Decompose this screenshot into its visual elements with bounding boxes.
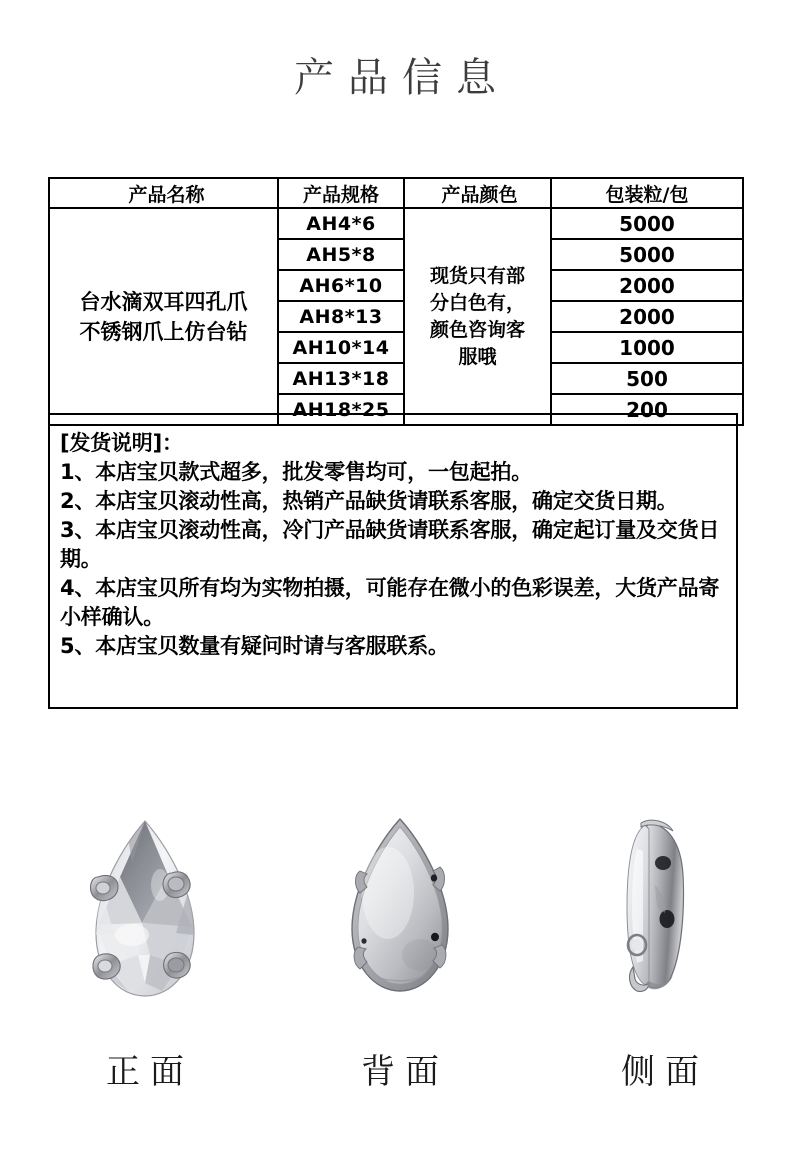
notes-heading: [发货说明]：: [60, 431, 183, 455]
gallery-item-front: [25, 815, 265, 1015]
product-spec-cell: AH18*25: [278, 394, 404, 425]
caption-side: 侧面: [621, 1052, 709, 1092]
product-spec-cell: AH10*14: [278, 332, 404, 363]
column-header-product-spec: 产品规格: [278, 178, 404, 208]
product-name-line-1: 台水滴双耳四孔爪: [79, 289, 248, 314]
product-spec-cell: AH5*8: [278, 239, 404, 270]
product-spec-cell: AH6*10: [278, 270, 404, 301]
claw-prong: [91, 875, 118, 900]
color-note-line-2: 分白色有，: [429, 291, 525, 314]
page-title: 产品信息: [294, 55, 510, 101]
product-spec-cell: AH13*18: [278, 363, 404, 394]
gallery-item-back: [280, 815, 520, 1015]
claw-prong: [93, 954, 120, 979]
gallery-item-side: [540, 815, 780, 1015]
pack-qty-cell: 500: [551, 363, 743, 394]
notes-item-4: 4、本店宝贝所有均为实物拍摄，可能存在微小的色彩误差，大货产品寄小样确认。: [60, 576, 720, 629]
notes-item-3: 3、本店宝贝滚动性高，冷门产品缺货请联系客服，确定起订量及交货日期。: [60, 518, 720, 571]
gallery-captions: [0, 1048, 790, 1108]
pack-qty-cell: 1000: [551, 332, 743, 363]
product-gallery: [0, 815, 790, 1025]
product-spec-cell: AH4*6: [278, 208, 404, 239]
sew-hole: [431, 874, 437, 881]
color-note-line-1: 现货只有部: [429, 264, 525, 287]
pack-qty-cell: 2000: [551, 301, 743, 332]
column-header-pack-qty: 包装粒/包: [551, 178, 743, 208]
rhinestone-front-image: [80, 815, 210, 1005]
product-spec-table: [48, 177, 742, 426]
product-color-cell: [404, 208, 551, 425]
rhinestone-back-image: [336, 815, 464, 995]
color-note-line-4: 服哦: [458, 345, 497, 368]
notes-item-1: 1、本店宝贝款式超多，批发零售均可，一包起拍。: [60, 460, 533, 484]
pack-qty-cell: 200: [551, 394, 743, 425]
caption-back: 背面: [361, 1052, 449, 1092]
table-row: [49, 208, 743, 239]
table-header-row: [49, 178, 743, 208]
product-name-cell: [49, 208, 278, 425]
sew-hole: [431, 933, 439, 941]
shipping-notes-box: [48, 413, 738, 709]
product-name-line-2: 不锈钢爪上仿台钻: [79, 319, 248, 344]
column-header-product-name: 产品名称: [49, 178, 278, 208]
claw-prong: [164, 952, 191, 978]
caption-front: 正面: [106, 1052, 194, 1092]
notes-item-5: 5、本店宝贝数量有疑问时请与客服联系。: [60, 634, 449, 658]
column-header-product-color: 产品颜色: [404, 178, 551, 208]
pack-qty-cell: 5000: [551, 239, 743, 270]
rhinestone-side-image: [615, 815, 705, 995]
pack-qty-cell: 5000: [551, 208, 743, 239]
color-note-line-3: 颜色咨询客: [429, 318, 525, 341]
notes-item-2: 2、本店宝贝滚动性高，热销产品缺货请联系客服，确定交货日期。: [60, 489, 678, 513]
claw-prong: [163, 872, 190, 898]
product-spec-cell: AH8*13: [278, 301, 404, 332]
sew-hole: [361, 938, 366, 944]
pack-qty-cell: 2000: [551, 270, 743, 301]
